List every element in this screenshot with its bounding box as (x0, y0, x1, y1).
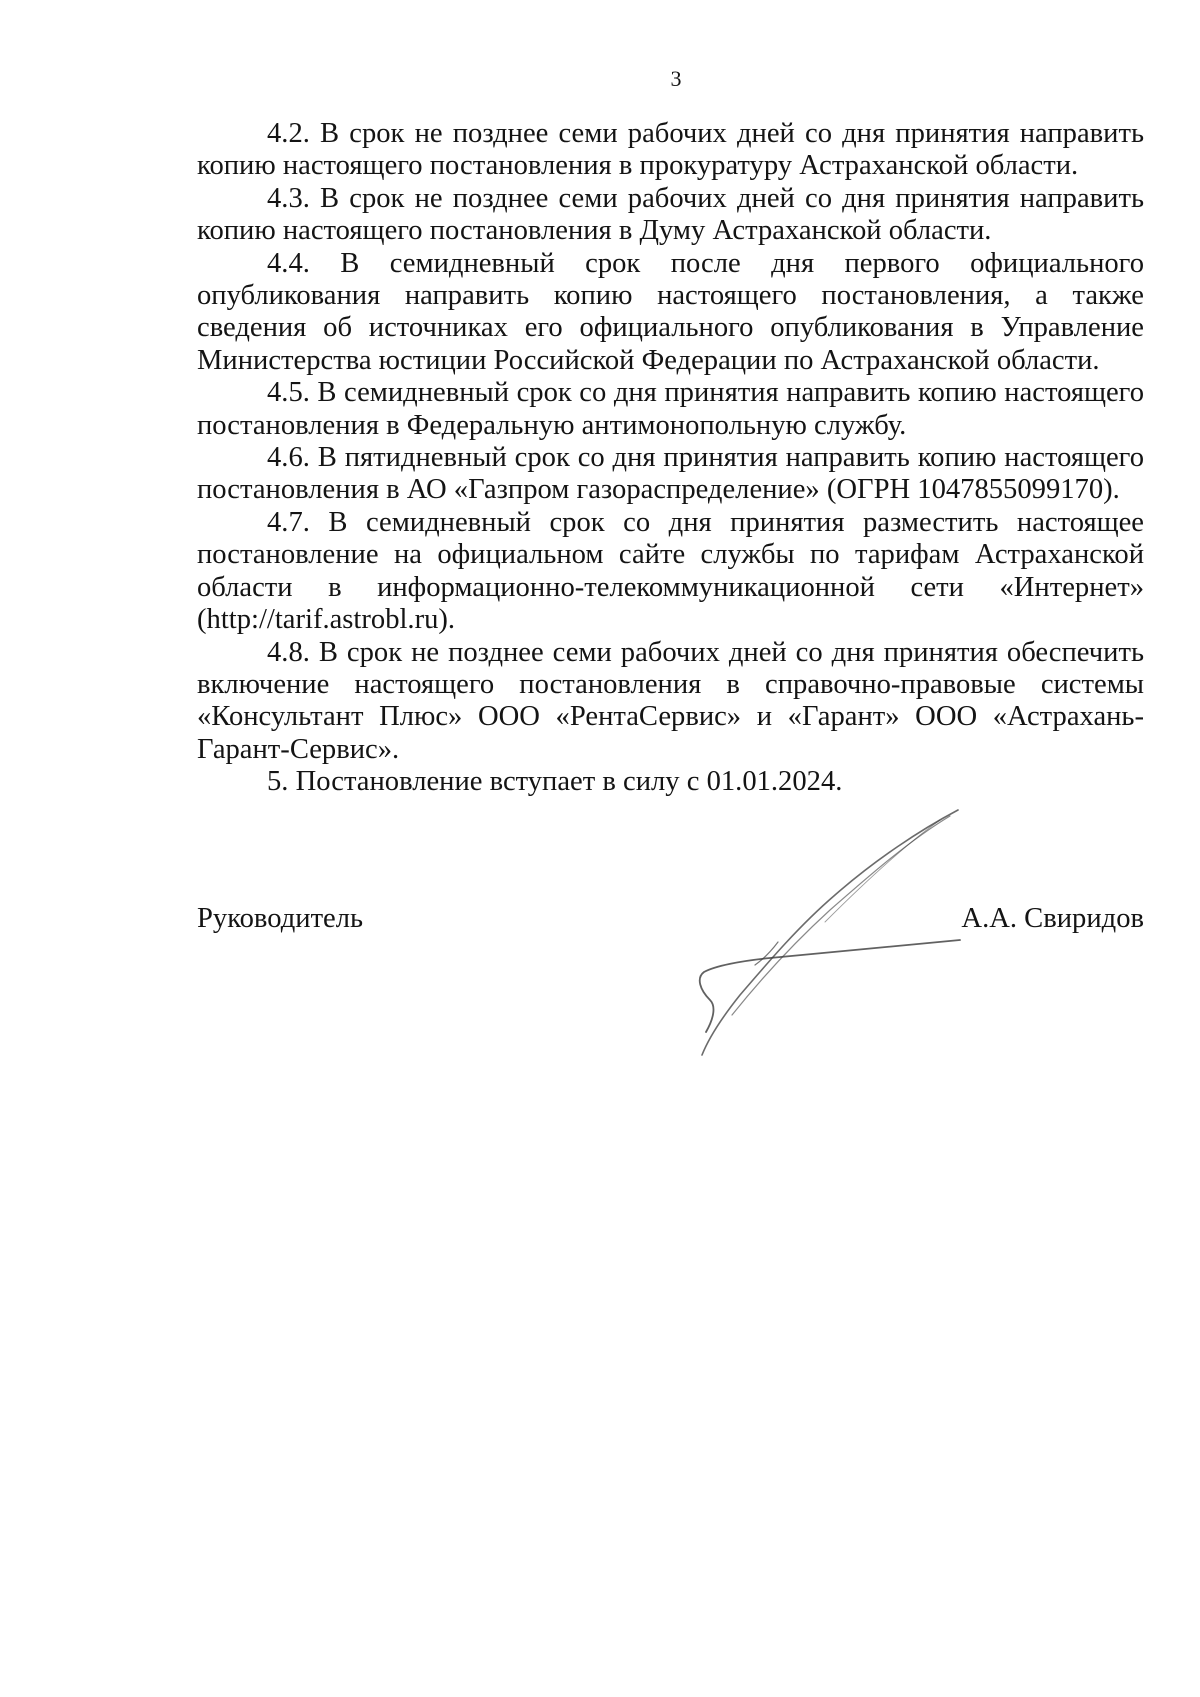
paragraph-5: 5. Постановление вступает в силу с 01.01.2024. (267, 766, 843, 798)
paragraph-4-5: 4.5. В семидневный срок со дня принятия направить копию настоящего постановления в Федеральную антимонопольную службу. (197, 377, 1144, 441)
paragraph-4-6: 4.6. В пятидневный срок со дня принятия направить копию настоящего постановления в АО «Газпром газораспределение» (ОГРН 1047855099170). (197, 442, 1144, 506)
signer-title: Руководитель (197, 903, 364, 934)
paragraph-4-4: 4.4. В семидневный срок после дня первого официального опубликования направить копию настоящего постановления, а также сведения об источниках его официального опубликования в Управление Министерства юстиции Российской Федерации по Астраханской области. (197, 247, 1144, 376)
paragraph-4-2: 4.2. В срок не позднее семи рабочих дней со дня принятия направить копию настоящего постановления в прокуратуру Астраханской области. (197, 118, 1144, 182)
paragraph-4-8: 4.8. В срок не позднее семи рабочих дней со дня принятия обеспечить включение настоящего постановления в справочно-правовые системы «Консультант Плюс» ООО «РентаСервис» и «Гарант» ООО «Астрахань-Гарант-Сервис». (197, 636, 1144, 765)
paragraph-4-7: 4.7. В семидневный срок со дня принятия разместить настоящее постановление на официальном сайте службы по тарифам Астраханской области в информационно-телекоммуникационной сети «Интернет» (http://tarif.astrobl.ru). (197, 506, 1144, 636)
signer-name: А.А. Свиридов (961, 903, 1144, 934)
page-number: 3 (670, 66, 682, 91)
paragraph-4-3: 4.3. В срок не позднее семи рабочих дней со дня принятия направить копию настоящего постановления в Думу Астраханской области. (197, 182, 1144, 247)
handwritten-signature (660, 800, 980, 1060)
document-body (197, 118, 1144, 799)
